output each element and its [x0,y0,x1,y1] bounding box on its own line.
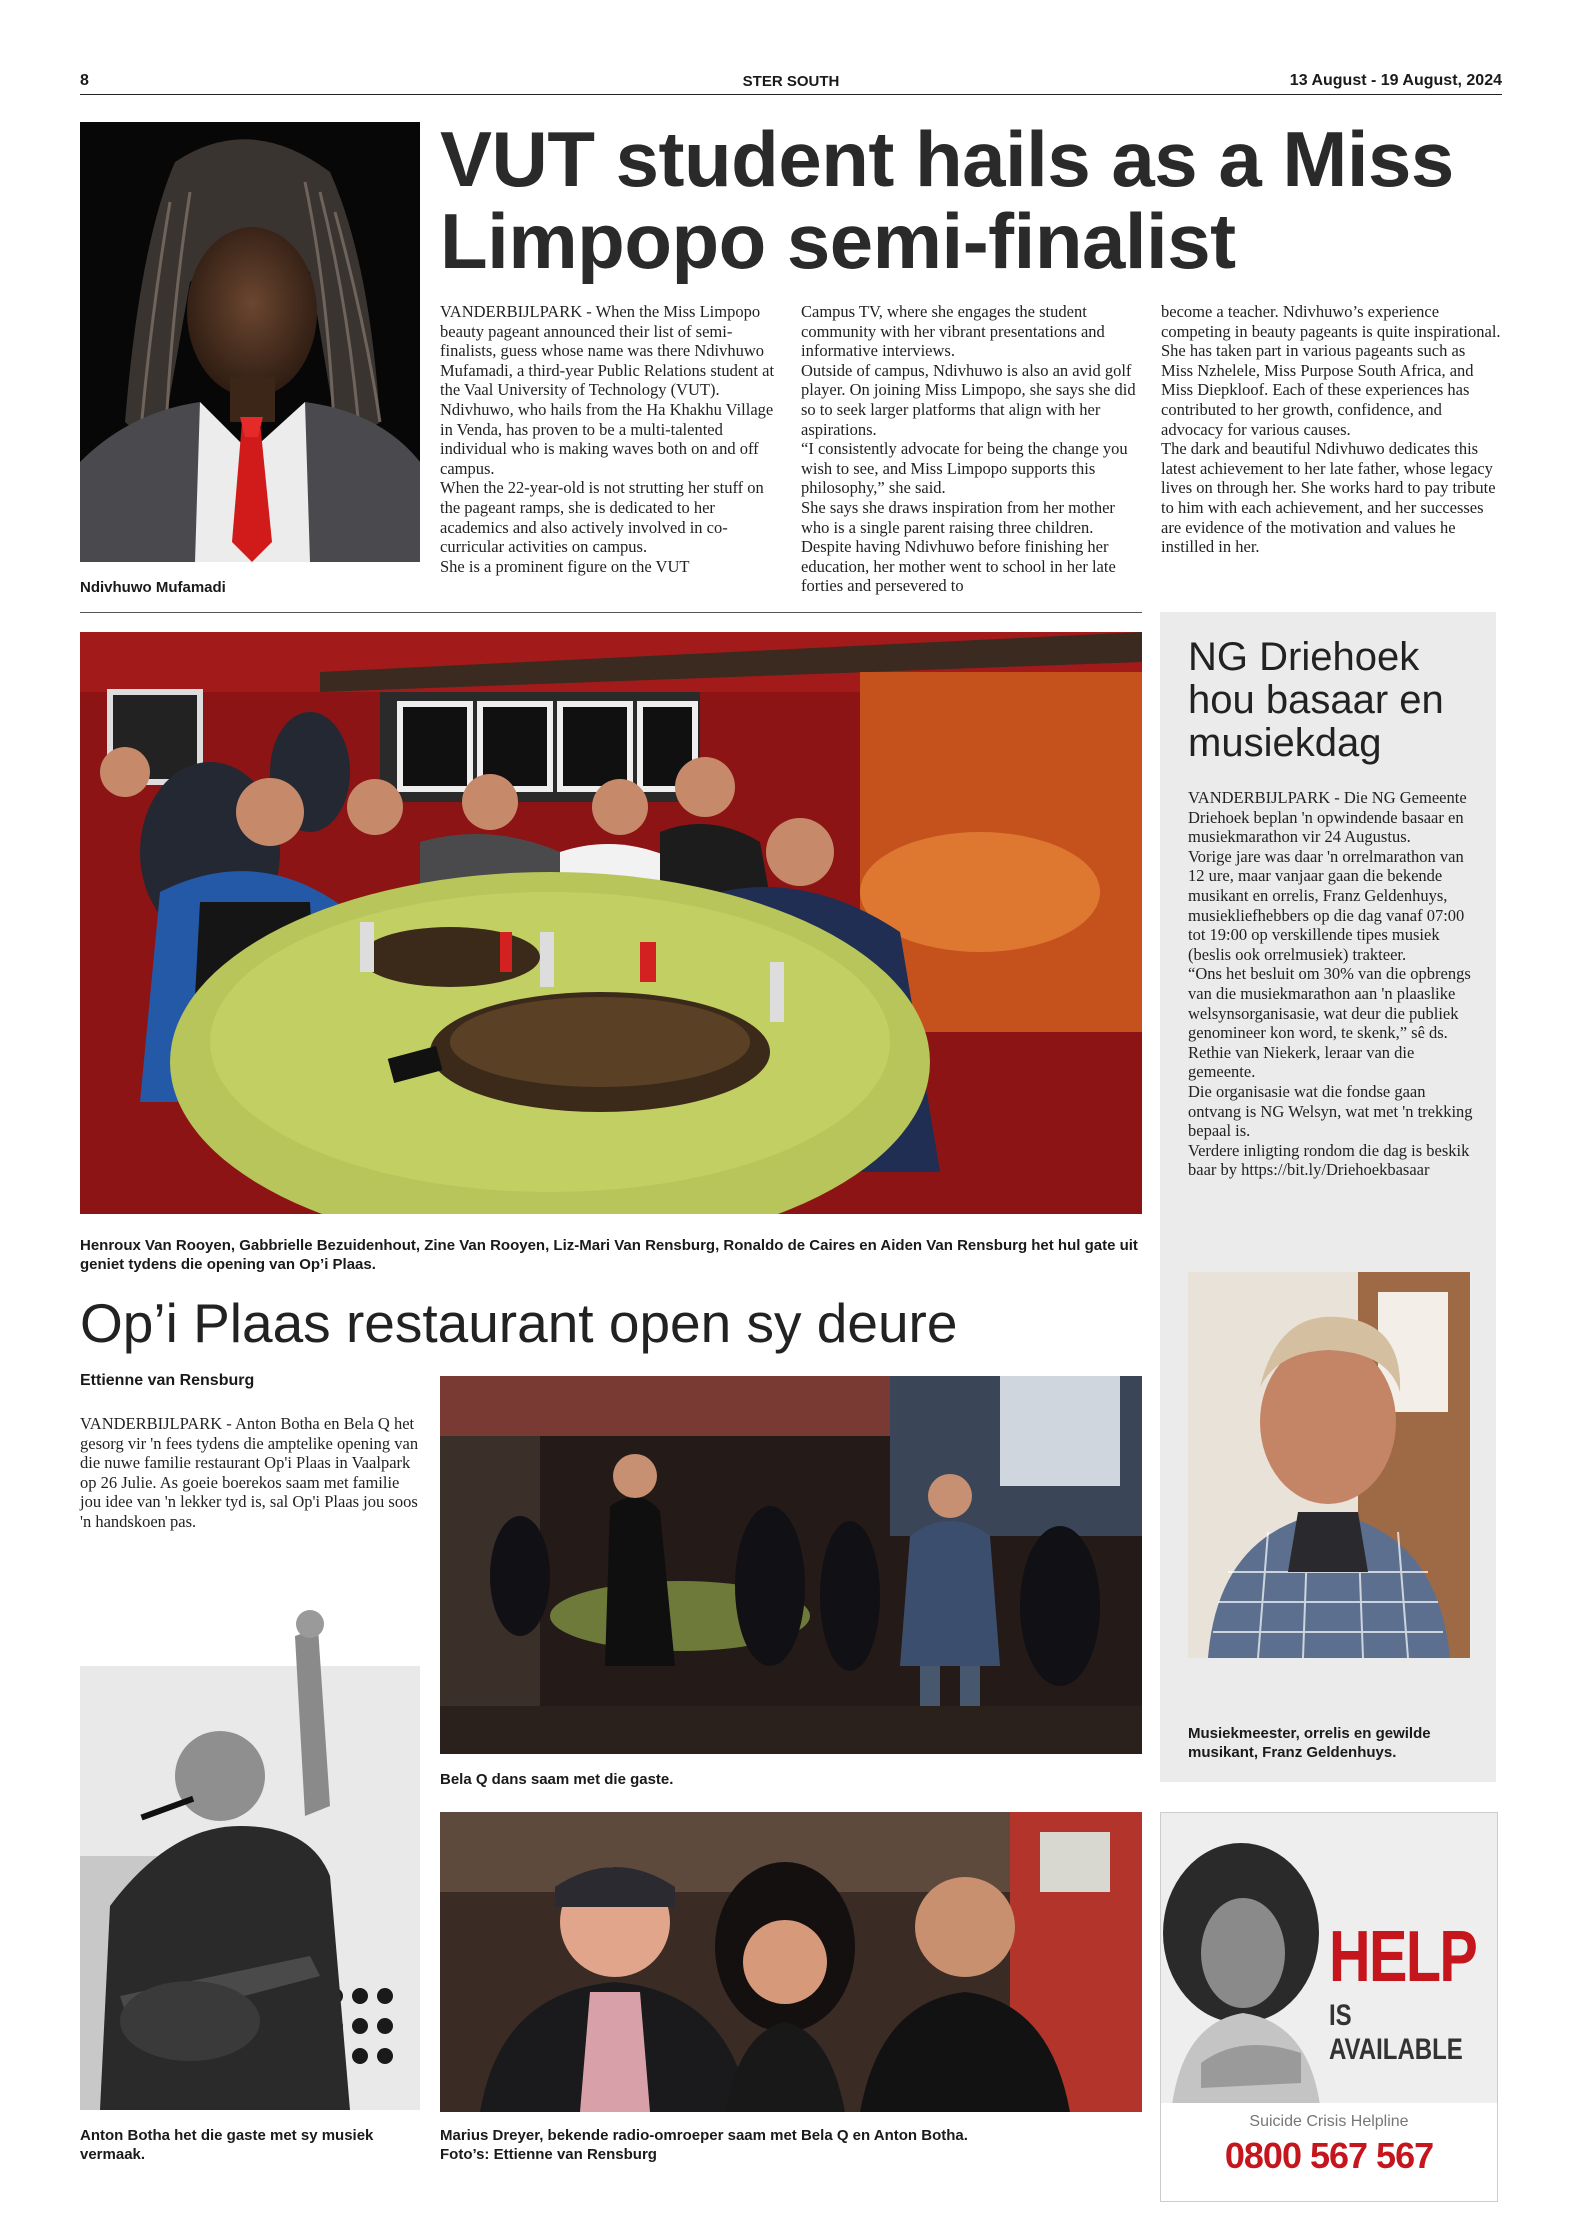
photo-credit: Foto’s: Ettienne van Rensburg [440,2146,657,2163]
article-divider [80,612,1142,613]
sidebar-article [1160,612,1496,1782]
paragraph: “I consistently advocate for being the change you wish to see, and Miss Limpopo supports this philosophy,” she said. [801,439,1128,498]
publication-name: STER SOUTH [742,73,840,90]
article2-body: VANDERBIJLPARK - Anton Botha en Bela Q het gesorg vir 'n fees tydens die amptelike opening van die nuwe familie restaurant Op'i Plaas in Vaalpark op 26 Julie. As goeie boerekos saam met familie jou idee van 'n lekker tyd is, sal Op'i Plaas jou soos 'n handskoen pas. [80,1414,419,1531]
page-number: 8 [80,72,89,89]
paragraph: She is a prominent figure on the VUT [440,556,690,576]
musician-photo [80,1576,420,2110]
helpline-advert [1160,1812,1498,2202]
paragraph: become a teacher. Ndivhuwo’s experience competing in beauty pageants is quite inspirational. She has taken part in various pageants such as Miss Nzhelele, Miss Purpose South Africa, and Miss Diepkloof. Each of these experiences has contributed to her growth, confidence, and advocacy for various causes. [1161,302,1501,439]
article1-column-2 [801,302,1146,596]
paragraph: She says she draws inspiration from her mother who is a single parent raising three children. Despite having Ndivhuwo before finishing her education, her mother went to school in her late forties and persevered to [801,497,1116,596]
paragraph: Ndivhuwo, who hails from the Ha Khakhu Village in Venda, has proven to be a multi-talented individual who is making waves both on and off campus. [440,399,774,478]
paragraph: Vorige jare was daar 'n orrelmarathon van 12 ure, maar vanjaar gaan die bekende musikant en orrelis, Franz Geldenhuys, musiekliefhebbers op die dag vanaf 07:00 tot 19:00 op verskillende tipes musiek (beslis ook orrelmusiek) trakteer. [1188,846,1465,964]
portrait-caption: Ndivhuwo Mufamadi [80,579,226,596]
article1-column-1 [440,302,780,576]
issue-date: 13 August - 19 August, 2024 [1289,72,1502,89]
trio-photo [440,1812,1142,2112]
sidebar-headline: NG Driehoek hou basaar en musiekdag [1188,635,1444,765]
sidebar-body [1188,788,1473,1180]
musician-photo-caption: Anton Botha het die gaste met sy musiek vermaak. [80,2127,374,2163]
paragraph: Verdere inligting rondom die dag is beskikbaar by https://bit.ly/Driehoekbasaar [1188,1140,1470,1180]
paragraph: When the 22-year-old is not strutting her stuff on the pageant ramps, she is dedicated to her academics and also actively involved in co-curricular activities on campus. [440,478,764,557]
paragraph: Die organisasie wat die fondse gaan ontvang is NG Welsyn, wat met 'n trekking bepaal is. [1188,1081,1473,1141]
article1-headline: VUT student hails as a Miss Limpopo semi-finalist [440,115,1454,285]
trio-caption-line: Marius Dreyer, bekende radio-omroeper saam met Bela Q en Anton Botha. [440,2127,968,2144]
group-photo-caption: Henroux Van Rooyen, Gabbrielle Bezuidenhout, Zine Van Rooyen, Liz-Mari Van Rensburg, Ronaldo de Caires en Aiden Van Rensburg het hul gate uit geniet tydens die opening van Op’i Plaas. [80,1237,1138,1273]
advert-subheadline: IS AVAILABLE [1329,1999,1463,2066]
article2-headline: Op’i Plaas restaurant open sy deure [80,1292,958,1354]
helpline-number[interactable]: 0800 567 567 [1224,2135,1434,2176]
dancing-photo [440,1376,1142,1754]
advert-headline: HELP [1329,1917,1477,1997]
advert-service-name: Suicide Crisis Helpline [1249,2113,1409,2130]
paragraph: Outside of campus, Ndivhuwo is also an avid golf player. On joining Miss Limpopo, she says she did so to seek larger platforms that align with her aspirations. [801,360,1136,439]
paragraph: VANDERBIJLPARK - When the Miss Limpopo beauty pageant announced their list of semi-finalists, guess whose name was there Ndivhuwo Mufamadi, a third-year Public Relations student at the Vaal University of Technology (VUT). [440,302,775,400]
trio-photo-caption [440,2126,1142,2164]
paragraph: Campus TV, where she engages the student community with her vibrant presentations and informative interviews. [801,302,1105,361]
page-header [80,70,1502,95]
franz-photo [1188,1272,1470,1658]
paragraph: “Ons het besluit om 30% van die opbrengs van die musiekmarathon aan 'n plaaslike welsynsorganisasie, wat deur die publiek genomineer kon word, te skenk,” sê ds. Rethie van Niekerk, leraar van die gemeente. [1188,964,1471,1082]
group-photo [80,632,1142,1214]
franz-photo-caption: Musiekmeester, orrelis en gewilde musikant, Franz Geldenhuys. [1188,1725,1431,1761]
article2-byline: Ettienne van Rensburg [80,1372,255,1389]
dancing-photo-caption: Bela Q dans saam met die gaste. [440,1771,674,1788]
paragraph: The dark and beautiful Ndivhuwo dedicates this latest achievement to her late father, whose legacy lives on through her. She works hard to pay tribute to him with each achievement, and her successes are evidence of the motivation and values he instilled in her. [1161,439,1496,557]
portrait-photo [80,122,420,562]
paragraph: VANDERBIJLPARK - Die NG Gemeente Driehoek beplan 'n opwindende basaar en musiekmarathon vir 24 Augustus. [1188,788,1467,847]
article1-column-3 [1161,302,1501,557]
